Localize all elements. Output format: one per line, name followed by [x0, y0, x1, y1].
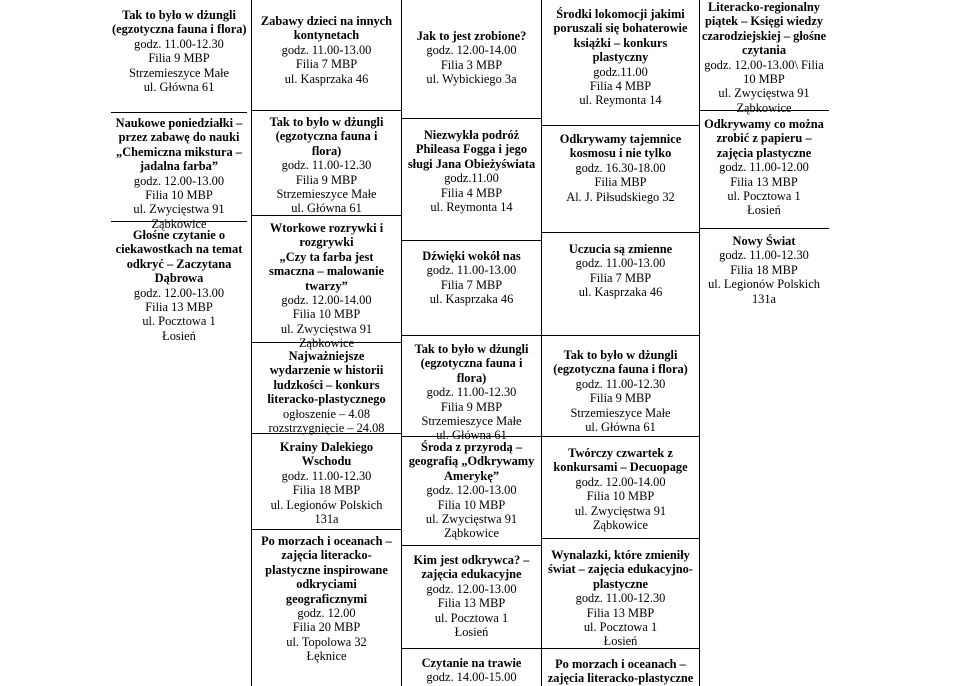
day-column-1 [112, 0, 246, 686]
event-detail-line: Łosień [747, 203, 781, 218]
event-details [402, 670, 541, 684]
event-details [542, 591, 699, 649]
event-title-line: Czytanie na trawie [421, 656, 522, 670]
event-cell [112, 228, 246, 343]
event-detail-line: godz.11.00 [593, 64, 648, 79]
day-column-3 [402, 0, 541, 686]
event-cell [542, 657, 699, 686]
event-title-line: plastyczne inspirowane [265, 562, 388, 577]
event-detail-line: ul. Zwycięstwa 91 [280, 321, 373, 336]
event-title-line: (egzotyczna fauna i [275, 129, 378, 144]
event-detail-line: ul. Wybickiego 3a [426, 72, 517, 87]
row-divider [251, 110, 402, 111]
event-title-line: rozgrywki [299, 235, 354, 250]
event-detail-line: ul. Pocztowa 1 [434, 610, 509, 625]
event-title [542, 132, 699, 161]
event-title-line: (egzotyczna fauna i flora) [553, 362, 688, 377]
event-title-line: Środki lokomocji jakimi [556, 7, 685, 21]
event-detail-line: godz. 12.00 [297, 606, 356, 621]
event-detail-line: ul. Topolowa 32 [286, 634, 367, 649]
event-detail-line: ul. Pocztowa 1 [583, 620, 658, 635]
row-divider [111, 112, 247, 113]
event-details [112, 37, 246, 95]
event-title-line: świat – zajęcia edukacyjno- [548, 562, 693, 577]
event-title-line: piątek – Księgi wiedzy [704, 14, 824, 29]
event-title-line: Tak to było w dżungli [122, 8, 236, 22]
event-cell [402, 128, 541, 214]
event-title-line: konkursami – Decuopage [553, 460, 688, 475]
event-detail-line: godz.11.00 [444, 171, 499, 186]
event-detail-line: ul. Reymonta 14 [430, 200, 513, 215]
event-details [252, 43, 401, 86]
event-detail-line: godz. 11.00-13.00 [281, 42, 372, 57]
event-title-line: Odkrywamy tajemnice [559, 132, 682, 146]
event-title-line: Dąbrowa [154, 271, 204, 286]
event-cell [252, 349, 401, 435]
event-details [402, 171, 541, 214]
event-details [252, 469, 401, 527]
event-detail-line: Filia 3 MBP [440, 57, 503, 72]
event-title [112, 228, 246, 286]
row-divider [251, 342, 402, 343]
event-title-line: Po morzach i oceanach – [261, 534, 392, 548]
event-detail-line: Ząbkowice [151, 216, 207, 231]
event-detail-line: Filia 18 MBP [730, 262, 798, 277]
day-column-5 [700, 0, 828, 686]
event-detail-line: Al. J. Piłsudskiego 32 [566, 189, 675, 204]
event-detail-line: Strzemieszyce Małe [421, 414, 522, 429]
event-detail-line: godz. 11.00-13.00 [426, 263, 517, 278]
event-title-line: Niezwykła podróż [423, 128, 520, 142]
event-detail-line: Łosień [603, 634, 638, 649]
row-divider [251, 215, 402, 216]
event-detail-line: ogłoszenie – 4.08 [282, 406, 371, 421]
event-title [542, 348, 699, 377]
event-details [402, 263, 541, 306]
event-title-line: smaczna – malowanie [269, 264, 384, 279]
event-title-line: Uczucia są zmienne [568, 242, 673, 256]
event-detail-line: ul. Kasprzaka 46 [578, 285, 663, 300]
event-cell [112, 8, 246, 94]
event-detail-line: godz. 12.00-13.00 [426, 581, 517, 596]
event-title-line: zajęcia plastyczne [716, 145, 812, 160]
event-title-line: Po morzach i oceanach – [555, 657, 686, 671]
event-title [402, 440, 541, 483]
event-detail-line: ul. Główna 61 [143, 80, 215, 95]
event-title-line: odkryciami [296, 577, 357, 592]
event-detail-line: godz. 12.00-14.00 [575, 474, 666, 489]
event-title [700, 0, 828, 58]
event-detail-line: godz. 11.00-12.30 [575, 591, 666, 606]
event-detail-line: Filia 7 MBP [295, 57, 358, 72]
event-title-line: zajęcia literacko- [281, 548, 372, 563]
event-detail-line: Filia 20 MBP [292, 620, 361, 635]
event-detail-line: ul. Główna 61 [291, 201, 362, 216]
event-details [252, 407, 401, 436]
event-title [252, 115, 401, 158]
event-cell [252, 440, 401, 526]
event-detail-line: Filia 4 MBP [589, 79, 652, 94]
event-title-line: czytania [741, 43, 787, 58]
event-detail-line: ul. Kasprzaka 46 [284, 71, 369, 86]
row-divider [111, 221, 247, 222]
event-title [402, 656, 541, 670]
event-title-line: Tak to było w dżungli [563, 348, 678, 362]
event-cell [542, 348, 699, 434]
event-detail-line: godz. 16.30-18.00 [575, 160, 666, 175]
event-cell [402, 342, 541, 443]
event-detail-line: Filia 10 MBP [145, 188, 213, 203]
event-detail-line: Łosień [162, 328, 196, 343]
event-details [700, 160, 828, 218]
event-title-line: odkryć – Zaczytana [126, 256, 232, 271]
event-title-line: Środa z przyrodą – [420, 440, 523, 454]
event-cell [402, 553, 541, 639]
event-title [112, 8, 246, 37]
event-title-line: Najważniejsze [288, 349, 365, 363]
event-detail-line: Filia MBP [594, 175, 647, 190]
event-detail-line: ul. Legionów Polskich [270, 497, 383, 512]
event-title [252, 221, 401, 293]
event-title-line: flora) [456, 370, 487, 385]
row-divider [541, 232, 700, 233]
event-detail-line: Strzemieszyce Małe [128, 65, 230, 80]
event-title [542, 7, 699, 65]
event-title [402, 128, 541, 171]
event-cell [700, 117, 828, 218]
day-column-2 [252, 0, 401, 686]
event-title-line: Kim jest odkrywca? – [413, 553, 530, 567]
event-detail-line: Ząbkowice [298, 336, 355, 351]
event-title-line: Dźwięki wokół nas [422, 249, 521, 263]
event-cell [402, 249, 541, 307]
event-title-line: zajęcia literacko-plastyczne [547, 671, 694, 686]
event-details [402, 43, 541, 86]
event-detail-line: Filia 13 MBP [437, 596, 506, 611]
event-cell [542, 548, 699, 649]
event-title [542, 657, 699, 686]
row-divider [401, 118, 542, 119]
row-divider [541, 436, 700, 437]
day-column-4 [542, 0, 699, 686]
event-detail-line: godz. 12.00-13.00 [426, 483, 517, 498]
event-detail-line: Filia 4 MBP [440, 185, 503, 200]
event-detail-line: ul. Główna 61 [585, 420, 656, 435]
event-title-line: Głośne czytanie o [132, 228, 226, 242]
event-title-line: plastyczne [592, 576, 649, 591]
event-title [252, 14, 401, 43]
event-detail-line: ul. Zwycięstwa 91 [425, 512, 518, 527]
event-title [112, 116, 246, 174]
event-cell [112, 116, 246, 231]
event-detail-line: 10 MBP [743, 72, 785, 87]
event-cell [542, 446, 699, 532]
event-detail-line: Łęknice [306, 649, 347, 664]
event-detail-line: ul. Zwycięstwa 91 [574, 503, 667, 518]
event-title-line: Amerykę” [443, 468, 500, 483]
event-cell [542, 7, 699, 108]
event-detail-line: godz. 11.00-12.30 [281, 468, 372, 483]
event-cell [402, 656, 541, 685]
event-title-line: czarodziejskiej – głośne [701, 28, 827, 43]
event-title-line: ciekawostkach na temat [115, 242, 243, 257]
event-title [402, 249, 541, 263]
event-detail-line: ul. Zwycięstwa 91 [133, 202, 225, 217]
event-detail-line: Ząbkowice [592, 518, 649, 533]
event-detail-line: Filia 10 MBP [586, 489, 655, 504]
event-detail-line: godz. 12.00-14.00 [281, 293, 372, 308]
event-title-line: (egzotyczna fauna i flora) [112, 22, 247, 37]
event-detail-line: Filia 7 MBP [440, 277, 503, 292]
row-divider [401, 545, 542, 546]
event-details [700, 58, 828, 116]
event-title-line: Naukowe poniedziałki – [115, 116, 243, 130]
event-title [700, 117, 828, 160]
row-divider [699, 110, 829, 111]
event-detail-line: ul. Główna 61 [436, 428, 507, 443]
event-title-line: kosmosu i nie tylko [569, 146, 672, 161]
event-detail-line: godz. 12.00-13.00 [133, 285, 225, 300]
event-detail-line: 131a [751, 291, 777, 306]
event-detail-line: godz. 11.00-12.30 [281, 158, 372, 173]
event-detail-line: Filia 18 MBP [292, 483, 361, 498]
event-cell [252, 14, 401, 86]
event-detail-line: godz. 11.00-12.30 [426, 385, 517, 400]
event-title [542, 548, 699, 591]
event-detail-line: Filia 9 MBP [295, 172, 358, 187]
event-title-line: literacko-plastycznego [267, 392, 386, 407]
event-title [402, 342, 541, 385]
event-title-line: Tak to było w dżungli [269, 115, 384, 129]
event-details [112, 174, 246, 232]
event-title-line: kontynetach [293, 28, 360, 43]
event-title-line: Twórczy czwartek z [568, 446, 673, 460]
event-title-line: plastyczny [592, 50, 649, 65]
event-title-line: ludzkości – konkurs [273, 377, 380, 392]
row-divider [401, 648, 542, 649]
row-divider [541, 125, 700, 126]
event-detail-line: Filia 9 MBP [148, 51, 210, 66]
event-title-line: sługi Jana Obieżyświata [407, 156, 536, 171]
event-title [252, 349, 401, 407]
event-details [542, 161, 699, 204]
event-details [542, 377, 699, 435]
event-detail-line: ul. Legionów Polskich [708, 277, 820, 292]
event-detail-line: ul. Pocztowa 1 [142, 314, 216, 329]
event-cell [542, 132, 699, 204]
event-details [542, 65, 699, 108]
event-detail-line: godz. 11.00-12.30 [719, 248, 809, 263]
event-title-line: poruszali się bohaterowie [553, 21, 688, 36]
event-detail-line: Filia 9 MBP [440, 399, 503, 414]
event-detail-line: godz. 11.00-12.00 [719, 160, 809, 175]
event-title-line: przez zabawę do nauki [118, 130, 240, 145]
event-detail-line: godz. 11.00-12.30 [575, 376, 666, 391]
row-divider [699, 228, 829, 229]
event-detail-line: Filia 13 MBP [730, 174, 798, 189]
event-title [542, 446, 699, 475]
event-detail-line: godz. 14.00-15.00 [426, 670, 517, 685]
event-detail-line: Ząbkowice [443, 526, 500, 541]
event-title-line: jadalna farba” [139, 159, 219, 174]
event-details [402, 483, 541, 541]
event-detail-line: godz. 11.00-13.00 [575, 256, 666, 271]
event-title-line: „Czy ta farba jest [279, 249, 374, 264]
event-details [542, 256, 699, 299]
event-title [252, 440, 401, 469]
event-title-line: geografią „Odkrywamy [408, 454, 535, 469]
event-title-line: „Chemiczna mikstura – [116, 144, 242, 159]
event-title-line: wydarzenie w historii [269, 363, 384, 378]
event-title-line: Tak to było w dżungli [414, 342, 529, 356]
event-title-line: Wtorkowe rozrywki i [269, 221, 384, 235]
event-detail-line: Filia 13 MBP [586, 605, 655, 620]
event-details [252, 158, 401, 216]
event-cell [252, 221, 401, 351]
event-cell [700, 0, 828, 115]
row-divider [541, 335, 700, 336]
event-detail-line: Filia 10 MBP [292, 307, 361, 322]
event-details [402, 385, 541, 443]
event-detail-line: Filia 10 MBP [437, 497, 506, 512]
event-title [402, 29, 541, 43]
event-detail-line: 131a [314, 512, 339, 527]
row-divider [401, 335, 542, 336]
event-cell [402, 29, 541, 87]
event-title-line: geograficznymi [285, 591, 368, 606]
event-title-line: twarzy” [305, 278, 348, 293]
event-cell [542, 242, 699, 300]
event-title [252, 534, 401, 606]
event-detail-line: ul. Pocztowa 1 [727, 189, 801, 204]
event-title-line: Wschodu [301, 454, 352, 469]
event-detail-line: Filia 13 MBP [145, 300, 213, 315]
event-title-line: Odkrywamy co można [704, 117, 824, 131]
row-divider [541, 538, 700, 539]
event-detail-line: Strzemieszyce Małe [570, 405, 671, 420]
event-title-line: Nowy Świat [732, 234, 796, 248]
event-title-line: Phileasa Fogga i jego [415, 142, 528, 157]
event-detail-line: Ząbkowice [736, 100, 792, 115]
event-details [700, 248, 828, 306]
row-divider [401, 240, 542, 241]
event-title-line: (egzotyczna fauna i [420, 356, 523, 371]
event-detail-line: godz. 11.00-12.30 [134, 36, 224, 51]
event-title-line: książki – konkurs [573, 35, 668, 50]
event-title-line: zajęcia edukacyjne [421, 567, 522, 582]
event-title-line: Wynalazki, które zmieniły [551, 548, 690, 562]
event-detail-line: Filia 9 MBP [589, 391, 652, 406]
event-details [402, 582, 541, 640]
row-divider [251, 433, 402, 434]
row-divider [251, 529, 402, 530]
event-title-line: flora) [311, 143, 342, 158]
event-detail-line: ul. Zwycięstwa 91 [718, 86, 810, 101]
event-detail-line: rozstrzygnięcie – 24.08 [268, 421, 385, 436]
event-detail-line: godz. 12.00-14.00 [426, 43, 517, 58]
event-detail-line: Łosień [454, 625, 489, 640]
event-cell [252, 534, 401, 664]
event-title-line: Jak to jest zrobione? [416, 29, 527, 43]
event-title-line: zrobić z papieru – [716, 131, 812, 146]
event-detail-line: Strzemieszyce Małe [276, 187, 377, 202]
event-title-line: Literacko-regionalny [708, 0, 820, 14]
event-title [542, 242, 699, 256]
row-divider [401, 436, 542, 437]
event-details [112, 286, 246, 344]
event-detail-line: Filia 7 MBP [589, 270, 652, 285]
event-detail-line: ul. Reymonta 14 [579, 93, 662, 108]
row-divider [541, 648, 700, 649]
event-title-line: Krainy Dalekiego [279, 440, 374, 454]
event-detail-line: godz. 12.00-13.00\ Filia [704, 57, 824, 72]
event-detail-line: godz. 12.00-13.00 [133, 173, 225, 188]
event-title [700, 234, 828, 248]
event-cell [402, 440, 541, 541]
event-detail-line: ul. Kasprzaka 46 [429, 292, 514, 307]
event-details [252, 606, 401, 664]
event-cell [252, 115, 401, 216]
event-details [542, 475, 699, 533]
event-cell [700, 234, 828, 306]
event-title [402, 553, 541, 582]
event-title-line: Zabawy dzieci na innych [260, 14, 393, 28]
